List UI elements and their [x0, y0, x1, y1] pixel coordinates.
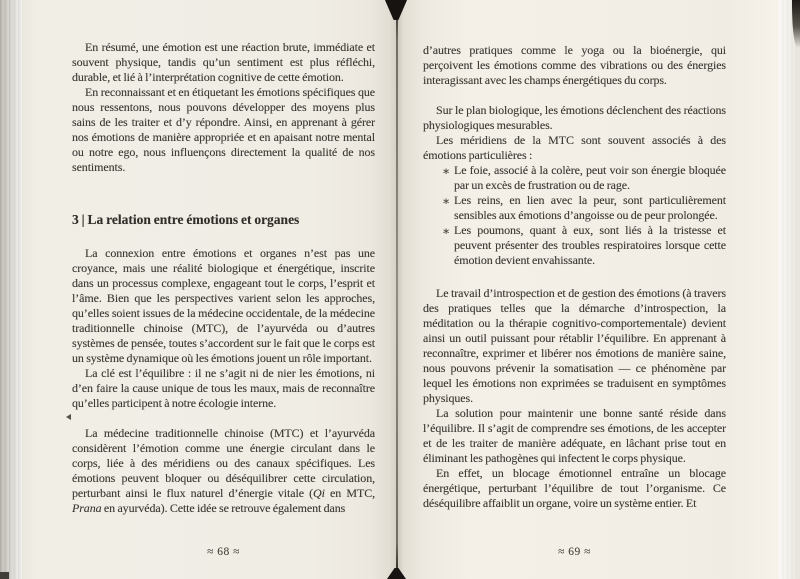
paragraph: La médecine traditionnelle chinoise (MTC) et l’ayurvéda considèrent l’émotion comme une énergie circulant dans le corps, liée à des méridiens ou des canaux spécifiques. Les émotions peuvent bloquer ou déséquilibrer cette circulation, perturbant ainsi le flux naturel d’énergie vitale (Qi en MTC, Prana en ayurvéda). Cette idée se retrouve également dans [72, 426, 375, 515]
paragraph: En effet, un blocage émotionnel entraîne un blocage énergétique, perturbant l’équilibre de tout l’organisme. Ce déséquilibre affaiblit un organe, voire un système entier. Et [423, 466, 726, 510]
paragraph: La solution pour maintenir une bonne santé réside dans l’équilibre. Il s’agit de comprendre ses émotions, de les accepter et de les traiter de manière adéquate, en lâchant prise tout en éliminant les pathogènes qui infectent le corps physique. [423, 406, 726, 465]
page-number-right: ≈ 69 ≈ [558, 546, 591, 558]
page-number-left: ≈ 68 ≈ [207, 546, 240, 558]
page-edge-stack-left [0, 0, 22, 579]
paragraph: Le travail d’introspection et de gestion des émotions (à travers des pratiques telles que la démarche d’introspection, la méditation ou la thérapie cognitivo-comportementale) devient ainsi un outil puissant pour rétablir l’équilibre. En apprenant à reconnaître, exprimer et libérer nos émotions de manière saine, nous pouvons prévenir la somatisation — ce phénomène par lequel les émotions non exprimées se traduisent en symptômes physiques. [423, 286, 726, 405]
section-heading: 3 | La relation entre émotions et organes [72, 212, 300, 227]
bullet-item [423, 223, 726, 268]
left-page [22, 0, 398, 579]
paragraph: Sur le plan biologique, les émotions déclenchent des réactions physiologiques mesurables. [423, 103, 726, 132]
paragraph: En résumé, une émotion est une réaction brute, immédiate et souvent physique, tandis qu’un sentiment est plus réfléchi, durable, et lié à l’interprétation cognitive de cette émotion. [72, 40, 375, 84]
paragraph: En reconnaissant et en étiquetant les émotions spécifiques que nous ressentons, nous pouvons développer des moyens plus sains de les traiter et d’y répondre. Ainsi, en apprenant à gérer nos émotions de manière appropriée et en apaisant notre mental ou notre ego, nous influençons directement la qualité de nos sentiments. [72, 85, 375, 174]
bullet-text: Les poumons, quant à eux, sont liés à la tristesse et peuvent présenter des troubles respiratoires lorsque cette émotion devient envahissante. [454, 223, 726, 267]
right-page-text [423, 43, 726, 511]
bullet-item [423, 163, 726, 193]
shadow-bottom-left [0, 572, 9, 579]
asterisk-bullet-icon: ∗ [442, 194, 451, 208]
asterisk-bullet-icon: ∗ [442, 224, 451, 238]
bullet-item [423, 193, 726, 223]
paragraph: La connexion entre émotions et organes n’est pas une croyance, mais une réalité biologique et énergétique, inscrite dans un processus complexe, engageant tout le corps, l’esprit et l’âme. Bien que les perspectives varient selon les approches, qu’elles soient issues de la médecine occidentale, de la médecine traditionnelle chinoise (MTC), de l’ayurvéda ou d’autres systèmes de pensée, toutes s’accordent sur le fait que le corps est un système dynamique où les émotions jouent un rôle important. [72, 246, 375, 365]
paragraph: d’autres pratiques comme le yoga ou la bioénergie, qui perçoivent les émotions comme des vibrations ou des énergies interagissant avec les champs énergétiques du corps. [423, 43, 726, 87]
left-page-text [72, 40, 375, 516]
book-gutter-crease [396, 0, 398, 579]
page-edge-stack-right [778, 0, 800, 579]
bullet-list [423, 163, 726, 268]
paragraph: Les méridiens de la MTC sont souvent associés à des émotions particulières : [423, 133, 726, 162]
right-page [398, 0, 778, 579]
paragraph: La clé est l’équilibre : il ne s’agit ni de nier les émotions, ni d’en faire la cause unique de tous les maux, mais de reconnaître qu’elles participent à notre écologie interne. [72, 366, 375, 410]
bullet-text: Le foie, associé à la colère, peut voir son énergie bloquée par un excès de frustration ou de rage. [454, 163, 726, 192]
bullet-text: Les reins, en lien avec la peur, sont particulièrement sensibles aux émotions d’angoisse ou de peur prolongée. [454, 193, 726, 222]
ink-artifact [66, 414, 71, 420]
asterisk-bullet-icon: ∗ [442, 164, 451, 178]
